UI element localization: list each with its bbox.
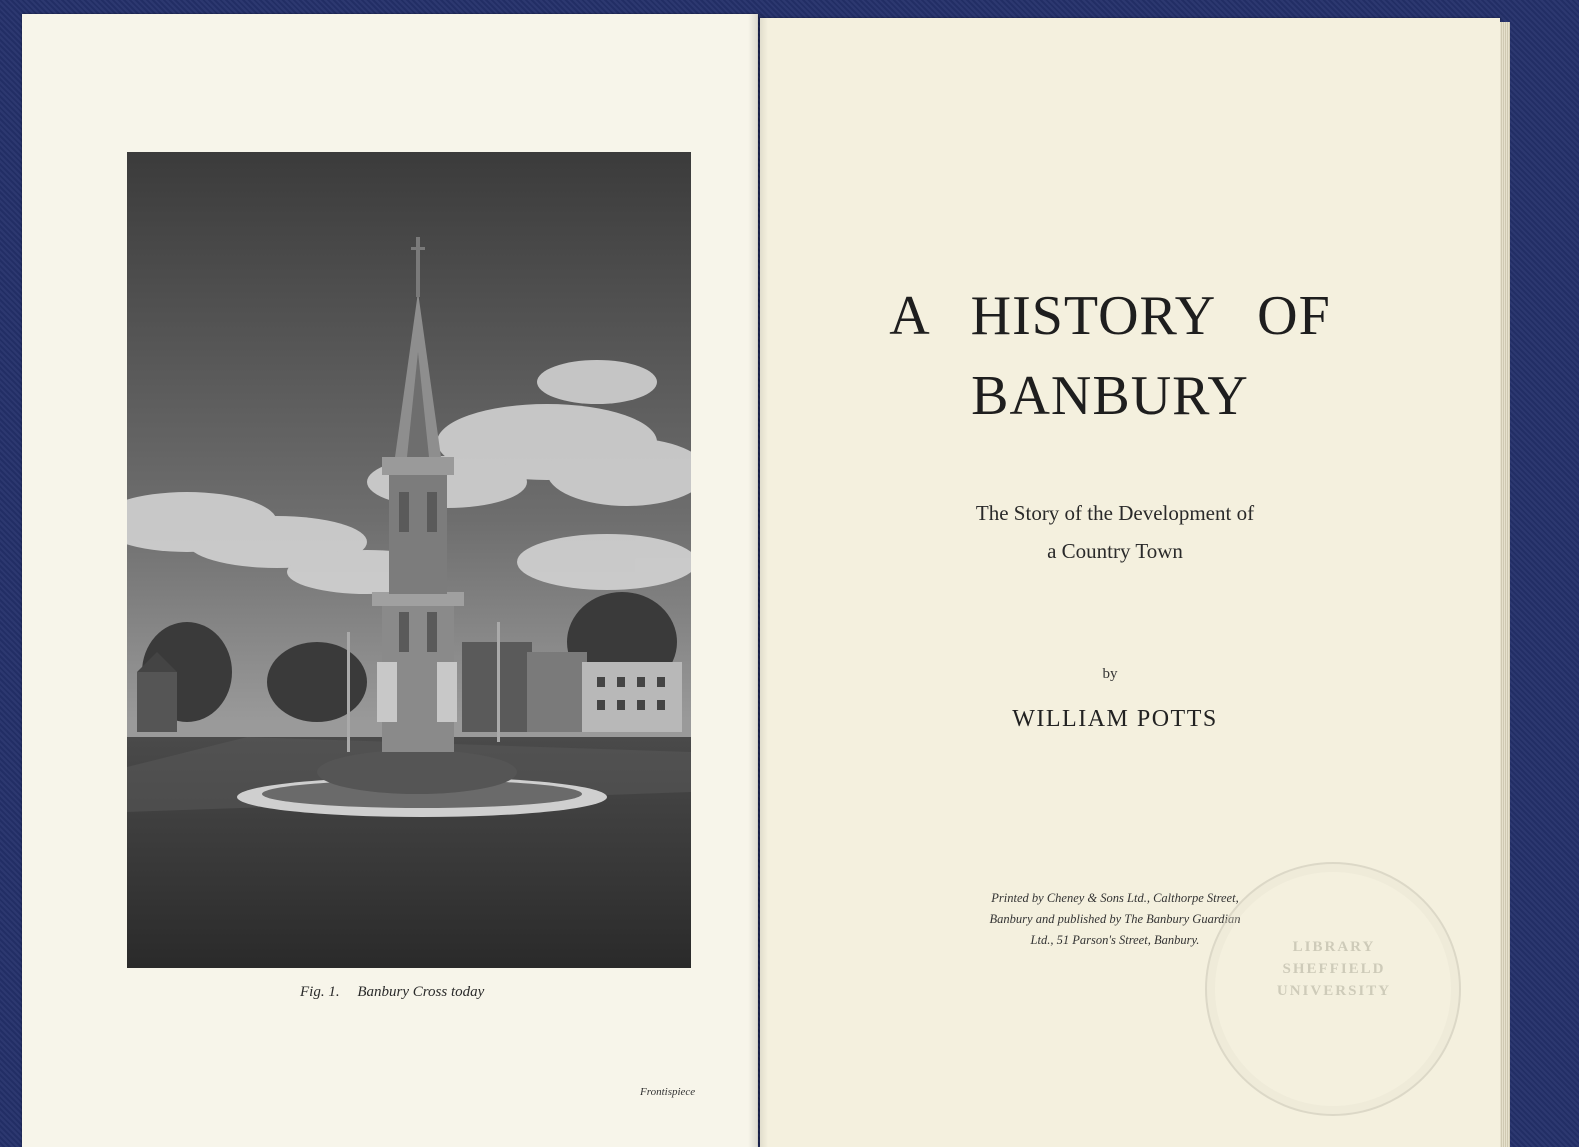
imprint-line-2: Banbury and published by The Banbury Guardian xyxy=(989,912,1241,926)
library-embossed-stamp xyxy=(1205,862,1461,1116)
title-line-1: A HISTORY OF xyxy=(889,285,1331,347)
caption-text: Banbury Cross today xyxy=(357,984,485,1000)
frontispiece-photo xyxy=(127,152,691,968)
imprint-line-3: Ltd., 51 Parson's Street, Banbury. xyxy=(1030,933,1200,947)
page-edges xyxy=(1500,22,1510,1147)
book-gutter xyxy=(748,14,768,1147)
subtitle-line-2: a Country Town xyxy=(1047,539,1183,563)
author-name: WILLIAM POTTS xyxy=(1012,706,1218,732)
by-label: by xyxy=(1102,666,1118,682)
caption-figure-number: Fig. 1. xyxy=(300,984,340,1000)
frontispiece-label: Frontispiece xyxy=(640,1086,696,1098)
book-subtitle xyxy=(900,494,1330,570)
book-title xyxy=(860,276,1360,436)
subtitle-line-1: The Story of the Development of xyxy=(975,501,1255,525)
photo-caption xyxy=(300,984,560,1001)
stamp-line-3: UNIVERSITY xyxy=(1276,983,1392,999)
imprint-line-1: Printed by Cheney & Sons Ltd., Calthorpe Street, xyxy=(991,891,1239,905)
stamp-line-1: LIBRARY xyxy=(1292,939,1376,955)
title-line-2: BANBURY xyxy=(971,365,1249,427)
stamp-line-2: SHEFFIELD xyxy=(1282,961,1386,977)
